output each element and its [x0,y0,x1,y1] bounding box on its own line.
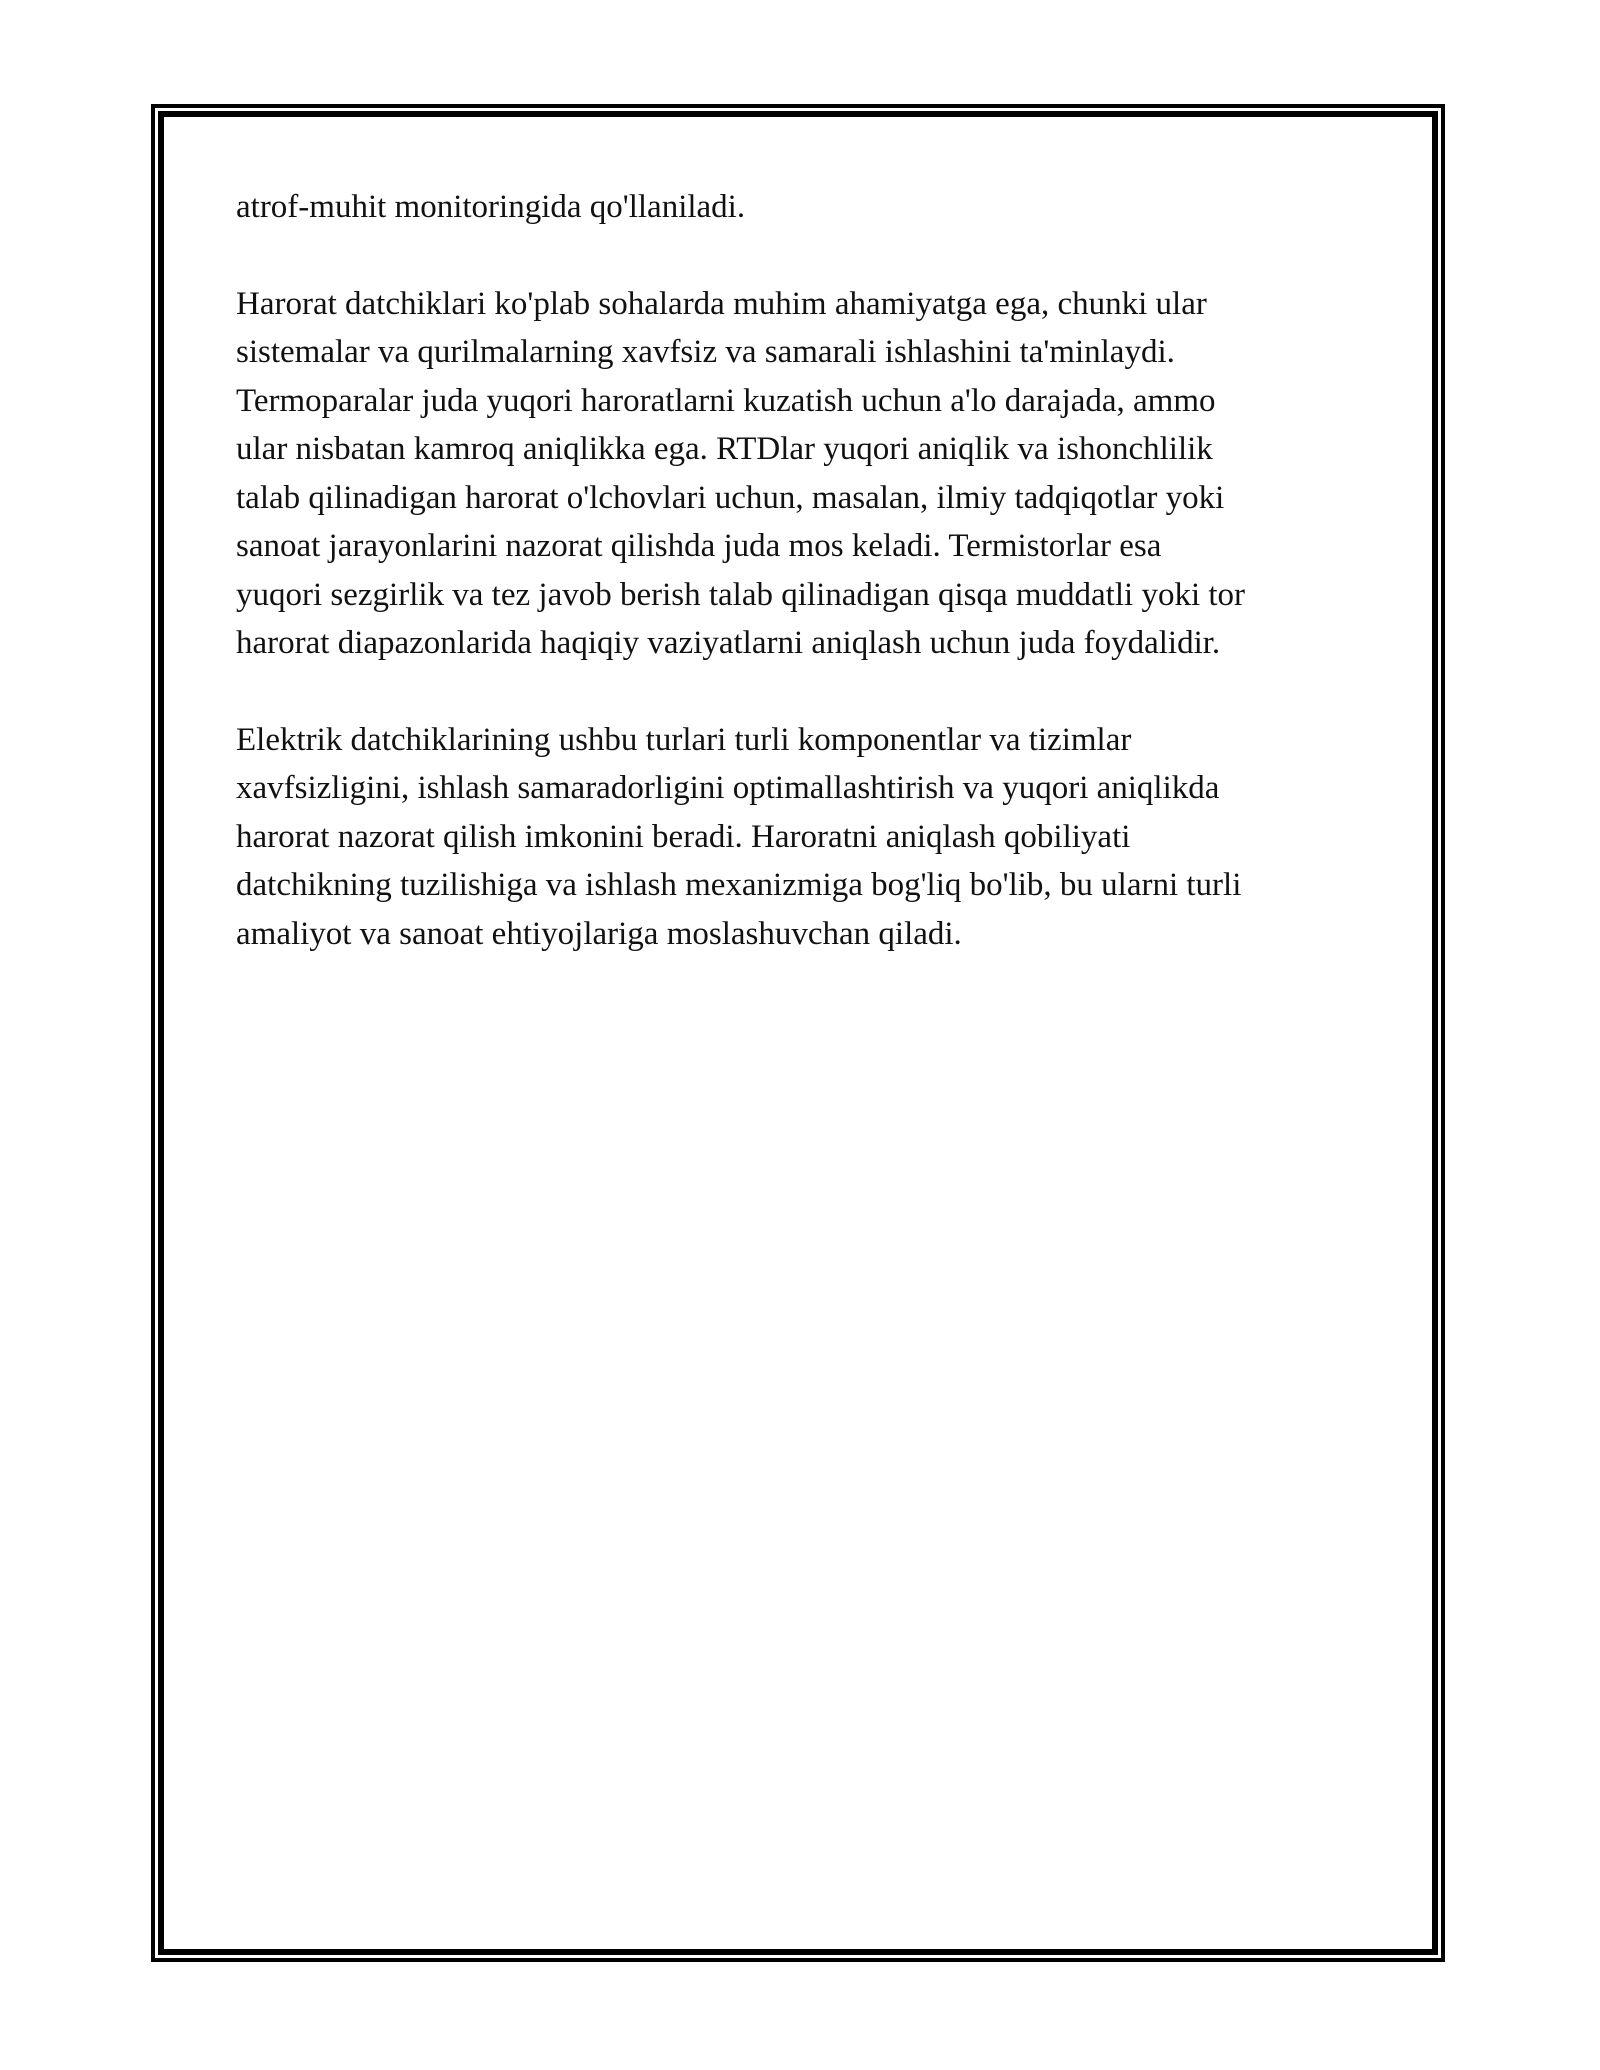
text-line: Termoparalar juda yuqori haroratlarni kuzatish uchun a'lo darajada, ammo [236,382,1216,419]
text-line: Harorat datchiklari ko'plab sohalarda muhim ahamiyatga ega, chunki ular [236,285,1207,322]
text-line: ular nisbatan kamroq aniqlikka ega. RTDlar yuqori aniqlik va ishonchlilik [236,431,1213,467]
text-line: Elektrik datchiklarining ushbu turlari turli komponentlar va tizimlar [236,721,1132,758]
paragraph-1 [236,183,1376,232]
paragraph-2 [236,280,1376,668]
text-line: harorat nazorat qilish imkonini beradi. Haroratni aniqlash qobiliyati [236,818,1131,855]
text-line: amaliyot va sanoat ehtiyojlariga moslashuvchan qiladi. [236,915,962,952]
text-line: sistemalar va qurilmalarning xavfsiz va samarali ishlashini ta'minlaydi. [236,334,1175,370]
text-line: harorat diapazonlarida haqiqiy vaziyatlarni aniqlash uchun juda foydalidir. [236,625,1221,661]
paragraph-3 [236,716,1376,959]
text-line: talab qilinadigan harorat o'lchovlari uchun, masalan, ilmiy tadqiqotlar yoki [236,479,1225,516]
body-text [236,183,1376,1006]
text-line: xavfsizligini, ishlash samaradorligini optimallashtirish va yuqori aniqlikda [236,770,1220,806]
text-line: sanoat jarayonlarini nazorat qilishda juda mos keladi. Termistorlar esa [236,528,1162,564]
text-line: atrof-muhit monitoringida qo'llaniladi. [236,189,746,225]
text-line: yuqori sezgirlik va tez javob berish talab qilinadigan qisqa muddatli yoki tor [236,576,1246,613]
text-line: datchikning tuzilishiga va ishlash mexanizmiga bog'liq bo'lib, bu ularni turli [236,867,1242,903]
